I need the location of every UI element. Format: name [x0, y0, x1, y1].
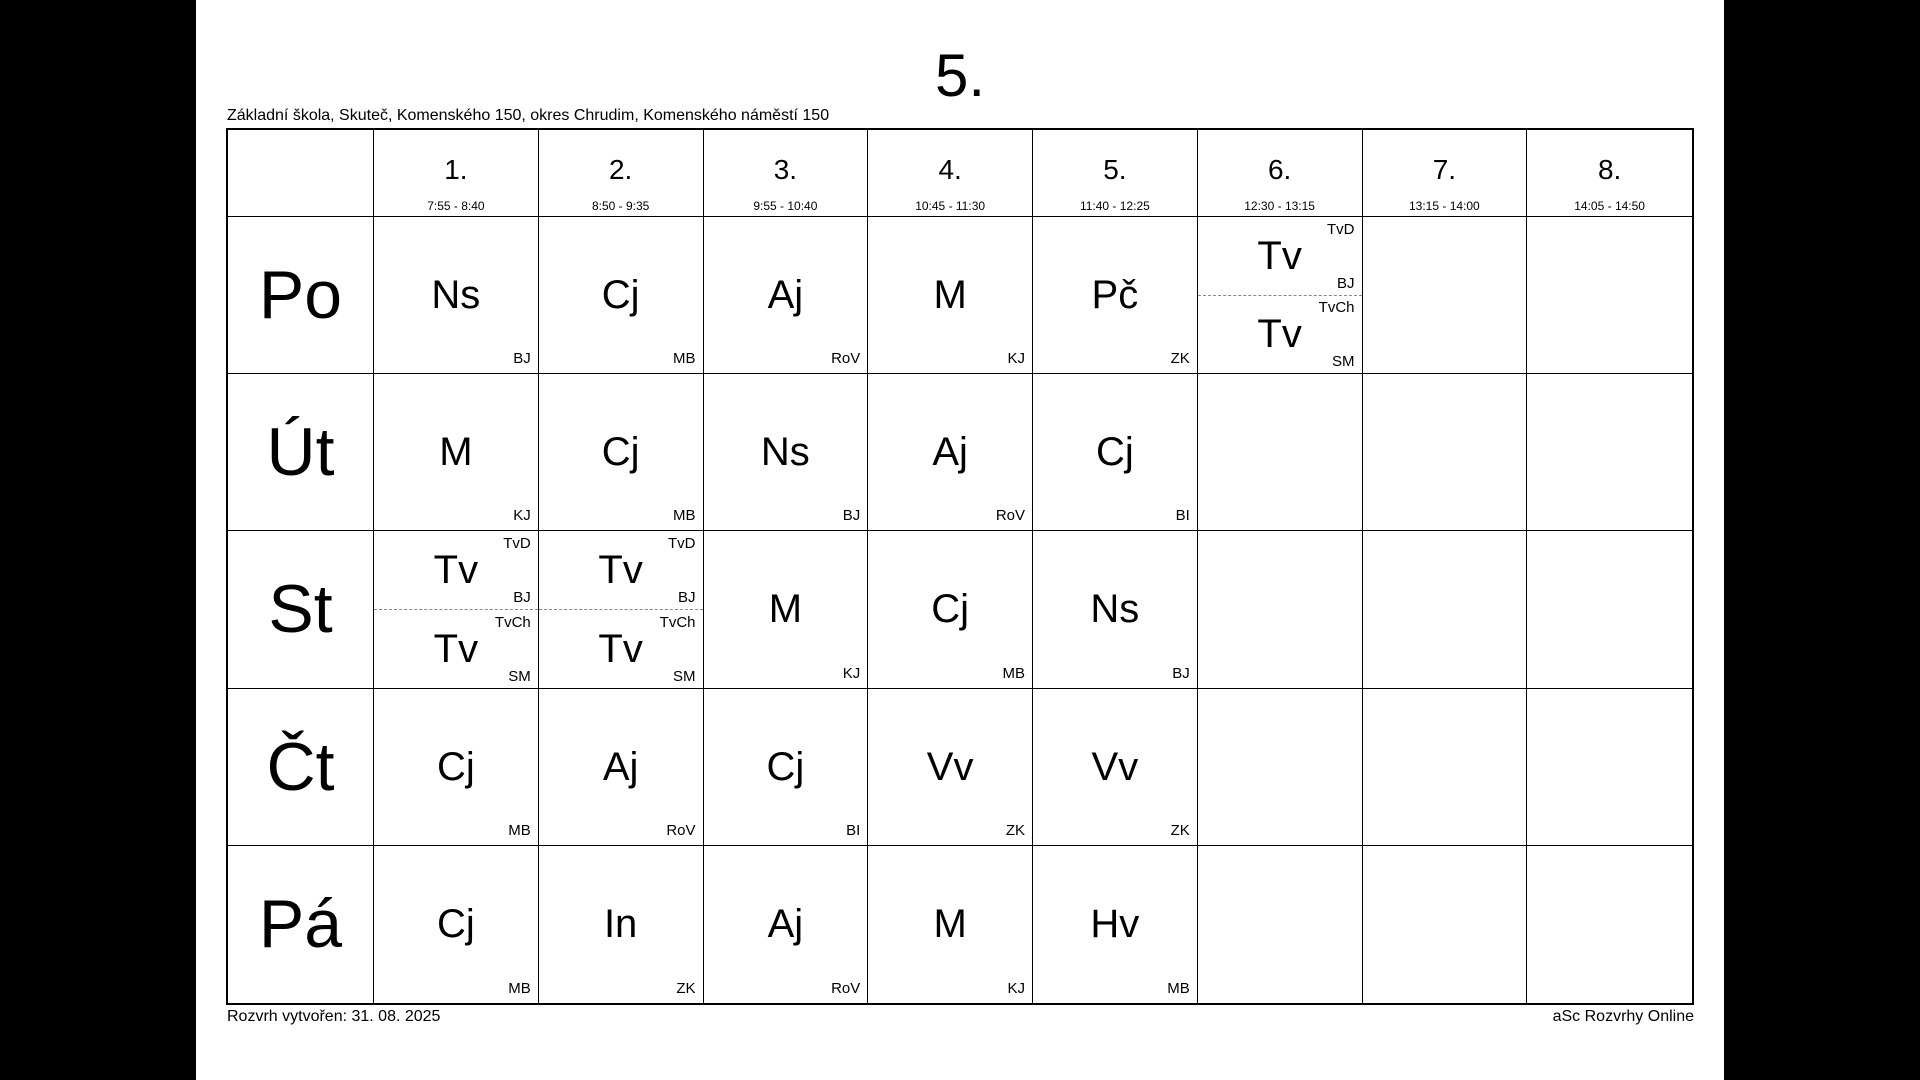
- lesson-cell[interactable]: [868, 374, 1033, 531]
- empty-cell: [1363, 374, 1528, 531]
- period-time: 12:30 - 13:15: [1244, 199, 1315, 213]
- class-title: 5.: [934, 42, 986, 109]
- empty-cell: [1198, 374, 1363, 531]
- subject-label: Cj: [1095, 430, 1134, 475]
- lesson-cell[interactable]: [1033, 217, 1198, 374]
- subject-label: Aj: [767, 902, 804, 947]
- lesson-cell[interactable]: [704, 846, 869, 1003]
- subject-label: Tv: [598, 548, 643, 593]
- empty-cell: [1363, 846, 1528, 1003]
- teacher-label: ZK: [1170, 350, 1190, 368]
- teacher-label: MB: [673, 350, 696, 368]
- subject-label: Ns: [760, 430, 810, 475]
- teacher-label: SM: [508, 667, 531, 685]
- timetable-grid: [226, 128, 1694, 1005]
- period-header: [374, 130, 539, 217]
- group-label: TvD: [668, 535, 696, 553]
- day-name: Pá: [258, 886, 343, 963]
- period-number: 5.: [1103, 154, 1127, 185]
- group-lesson[interactable]: [1198, 217, 1362, 296]
- empty-cell: [1363, 531, 1528, 688]
- period-header: [1527, 130, 1692, 217]
- subject-label: Pč: [1091, 273, 1139, 318]
- day-name: St: [268, 571, 333, 648]
- teacher-label: RoV: [831, 350, 861, 368]
- teacher-label: KJ: [842, 664, 861, 682]
- subject-label: Hv: [1090, 902, 1140, 947]
- lesson-cell[interactable]: [1033, 374, 1198, 531]
- day-name: Út: [266, 414, 335, 491]
- group-label: TvCh: [494, 613, 531, 631]
- lesson-cell[interactable]: [374, 531, 539, 688]
- lesson-cell[interactable]: [1033, 846, 1198, 1003]
- subject-label: Cj: [931, 587, 970, 632]
- day-header: [228, 374, 374, 531]
- period-header: [1363, 130, 1528, 217]
- lesson-cell[interactable]: [374, 846, 539, 1003]
- created-date: Rozvrh vytvořen: 31. 08. 2025: [227, 1008, 441, 1025]
- period-number: 8.: [1597, 154, 1622, 185]
- period-number: 6.: [1267, 154, 1292, 185]
- empty-cell: [1198, 531, 1363, 688]
- teacher-label: SM: [1332, 353, 1355, 371]
- lesson-cell[interactable]: [1033, 531, 1198, 688]
- lesson-cell[interactable]: [539, 217, 704, 374]
- teacher-label: RoV: [995, 507, 1025, 525]
- empty-cell: [1363, 217, 1528, 374]
- subject-label: Cj: [436, 744, 475, 789]
- lesson-cell[interactable]: [704, 531, 869, 688]
- lesson-cell[interactable]: [868, 846, 1033, 1003]
- period-header: [704, 130, 869, 217]
- generator-label: aSc Rozvrhy Online: [1552, 1008, 1694, 1025]
- teacher-label: ZK: [1005, 821, 1025, 839]
- subject-label: Tv: [1257, 312, 1302, 357]
- subject-label: Aj: [767, 273, 804, 318]
- teacher-label: ZK: [676, 979, 696, 997]
- teacher-label: ZK: [1170, 821, 1190, 839]
- subject-label: Tv: [1257, 234, 1302, 279]
- period-time: 11:40 - 12:25: [1079, 199, 1150, 213]
- lesson-cell[interactable]: [374, 217, 539, 374]
- teacher-label: KJ: [1007, 350, 1025, 368]
- lesson-cell[interactable]: [1033, 689, 1198, 846]
- teacher-label: KJ: [1007, 979, 1025, 997]
- day-name: Po: [258, 257, 343, 334]
- subject-label: Cj: [601, 430, 640, 475]
- subject-label: Cj: [766, 744, 805, 789]
- period-time: 9:55 - 10:40: [753, 199, 818, 213]
- period-header: [1033, 130, 1198, 217]
- subject-label: Cj: [436, 902, 475, 947]
- empty-cell: [1527, 531, 1692, 688]
- empty-cell: [1198, 689, 1363, 846]
- group-lesson[interactable]: [539, 610, 703, 688]
- subject-label: Aj: [932, 430, 968, 475]
- teacher-label: BJ: [513, 350, 531, 368]
- period-time: 13:15 - 14:00: [1409, 199, 1480, 213]
- group-label: TvD: [503, 535, 531, 553]
- day-header: [228, 531, 374, 688]
- period-number: 1.: [444, 154, 468, 185]
- lesson-cell[interactable]: [704, 689, 869, 846]
- subject-label: Cj: [601, 273, 640, 318]
- subject-label: M: [933, 273, 967, 318]
- subject-label: Vv: [1091, 744, 1139, 789]
- teacher-label: BJ: [677, 589, 696, 607]
- teacher-label: RoV: [831, 979, 861, 997]
- empty-cell: [1198, 846, 1363, 1003]
- lesson-cell[interactable]: [1198, 217, 1363, 374]
- period-number: 3.: [773, 154, 798, 185]
- period-header: [539, 130, 704, 217]
- group-label: TvCh: [1318, 299, 1355, 317]
- lesson-cell[interactable]: [704, 374, 869, 531]
- teacher-label: MB: [673, 507, 696, 525]
- school-name: Základní škola, Skuteč, Komenského 150, okres Chrudim, Komenského náměstí 150: [227, 107, 830, 124]
- day-header: [228, 217, 374, 374]
- teacher-label: MB: [1167, 979, 1190, 997]
- group-lesson[interactable]: [1198, 295, 1362, 373]
- teacher-label: BJ: [1336, 275, 1355, 293]
- timetable-page: [196, 0, 1724, 1080]
- lesson-cell[interactable]: [539, 374, 704, 531]
- lesson-cell[interactable]: [868, 689, 1033, 846]
- subject-label: M: [439, 430, 473, 475]
- lesson-cell[interactable]: [868, 531, 1033, 688]
- group-label: TvCh: [659, 613, 696, 631]
- subject-label: Aj: [602, 744, 639, 789]
- lesson-cell[interactable]: [539, 846, 704, 1003]
- empty-cell: [1527, 846, 1692, 1003]
- teacher-label: BJ: [513, 589, 531, 607]
- lesson-cell[interactable]: [374, 689, 539, 846]
- period-number: 2.: [608, 154, 633, 185]
- group-lesson[interactable]: [374, 531, 538, 610]
- period-time: 7:55 - 8:40: [427, 199, 485, 213]
- subject-label: Ns: [1090, 587, 1140, 632]
- group-lesson[interactable]: [539, 531, 703, 610]
- period-number: 7.: [1432, 154, 1457, 185]
- period-header: [1198, 130, 1363, 217]
- day-header: [228, 689, 374, 846]
- teacher-label: MB: [508, 979, 531, 997]
- teacher-label: MB: [508, 821, 531, 839]
- teacher-label: BJ: [842, 507, 861, 525]
- subject-label: M: [768, 587, 803, 632]
- subject-label: In: [603, 902, 638, 947]
- subject-label: Vv: [926, 744, 974, 789]
- subject-label: M: [933, 902, 967, 947]
- group-label: TvD: [1327, 221, 1355, 238]
- empty-cell: [1527, 374, 1692, 531]
- teacher-label: KJ: [513, 507, 531, 525]
- subject-label: Ns: [431, 273, 481, 318]
- teacher-label: MB: [1002, 664, 1025, 682]
- lesson-cell[interactable]: [704, 217, 869, 374]
- empty-cell: [1527, 689, 1692, 846]
- teacher-label: BI: [846, 821, 861, 839]
- teacher-label: BI: [1175, 507, 1190, 525]
- teacher-label: BJ: [1172, 664, 1190, 682]
- subject-label: Tv: [598, 626, 643, 671]
- teacher-label: RoV: [666, 821, 696, 839]
- lesson-cell[interactable]: [374, 374, 539, 531]
- empty-cell: [1527, 217, 1692, 374]
- period-header: [868, 130, 1033, 217]
- day-header: [228, 846, 374, 1003]
- group-lesson[interactable]: [374, 610, 538, 688]
- lesson-cell[interactable]: [539, 531, 704, 688]
- period-time: 14:05 - 14:50: [1574, 199, 1645, 213]
- period-time: 10:45 - 11:30: [915, 199, 986, 213]
- period-time: 8:50 - 9:35: [591, 199, 650, 213]
- empty-cell: [1363, 689, 1528, 846]
- subject-label: Tv: [433, 626, 479, 671]
- period-number: 4.: [938, 154, 962, 185]
- lesson-cell[interactable]: [539, 689, 704, 846]
- corner-cell: [228, 130, 374, 217]
- subject-label: Tv: [433, 548, 479, 593]
- day-name: Čt: [266, 728, 335, 805]
- teacher-label: SM: [673, 667, 696, 685]
- lesson-cell[interactable]: [868, 217, 1033, 374]
